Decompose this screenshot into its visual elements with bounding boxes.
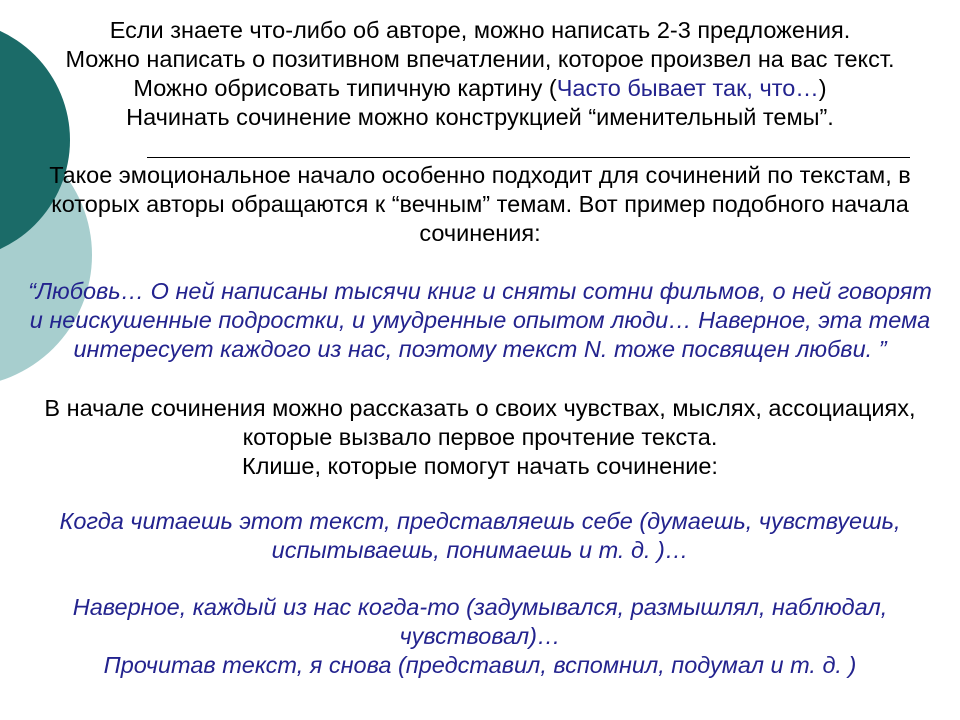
intro-line-impression: Можно написать о позитивном впечатлении, которое произвел на вас текст. <box>65 46 895 72</box>
example-quote-line: и неискушенные подростки, и умудренные опытом люди… Наверное, эта тема <box>29 307 931 333</box>
emotional-line: которых авторы обращаются к “вечным” темам. Вот пример подобного начала <box>51 191 909 217</box>
intro-line-author: Если знаете что-либо об авторе, можно написать 2-3 предложения. <box>109 17 851 43</box>
intro-line-construction: Начинать сочинение можно конструкцией “именительный темы”. <box>126 104 834 130</box>
emotional-line: Такое эмоциональное начало особенно подходит для сочинений по текстам, в <box>49 162 911 188</box>
divider-line <box>147 157 910 158</box>
example-quote-line: интересует каждого из нас, поэтому текст N. тоже посвящен любви. ” <box>73 336 887 362</box>
cliche-heading: Клише, которые помогут начать сочинение: <box>242 453 718 479</box>
cliche-3-line: Прочитав текст, я снова (представил, вспомнил, подумал и т. д. ) <box>103 652 857 678</box>
intro-line-picture-prefix: Можно обрисовать типичную картину ( <box>133 75 557 101</box>
intro-line-picture-suffix: ) <box>818 75 827 101</box>
cliche-1-line: Когда читаешь этот текст, представляешь себе (думаешь, чувствуешь, <box>59 508 901 534</box>
cliche-3-block <box>0 651 960 680</box>
intro-block <box>0 16 960 132</box>
emotional-line: сочинения: <box>419 220 541 246</box>
intro-line-picture <box>0 74 960 103</box>
cliche-2-line: Наверное, каждый из нас когда-то (задумывался, размышлял, наблюдал, <box>72 594 888 620</box>
example-quote-block <box>0 277 960 364</box>
feelings-line: В начале сочинения можно рассказать о своих чувствах, мыслях, ассоциациях, <box>44 395 916 421</box>
cliche-1-line: испытываешь, понимаешь и т. д. )… <box>271 537 689 563</box>
emotional-start-block <box>0 161 960 248</box>
cliche-1-block <box>0 507 960 565</box>
feelings-block <box>0 394 960 481</box>
cliche-2-block <box>0 593 960 651</box>
feelings-line: которые вызвало первое прочтение текста. <box>242 424 718 450</box>
cliche-2-line: чувствовал)… <box>399 623 561 649</box>
intro-line-picture-highlight: Часто бывает так, что… <box>556 75 819 101</box>
example-quote-line: “Любовь… О ней написаны тысячи книг и сняты сотни фильмов, о ней говорят <box>28 278 932 304</box>
